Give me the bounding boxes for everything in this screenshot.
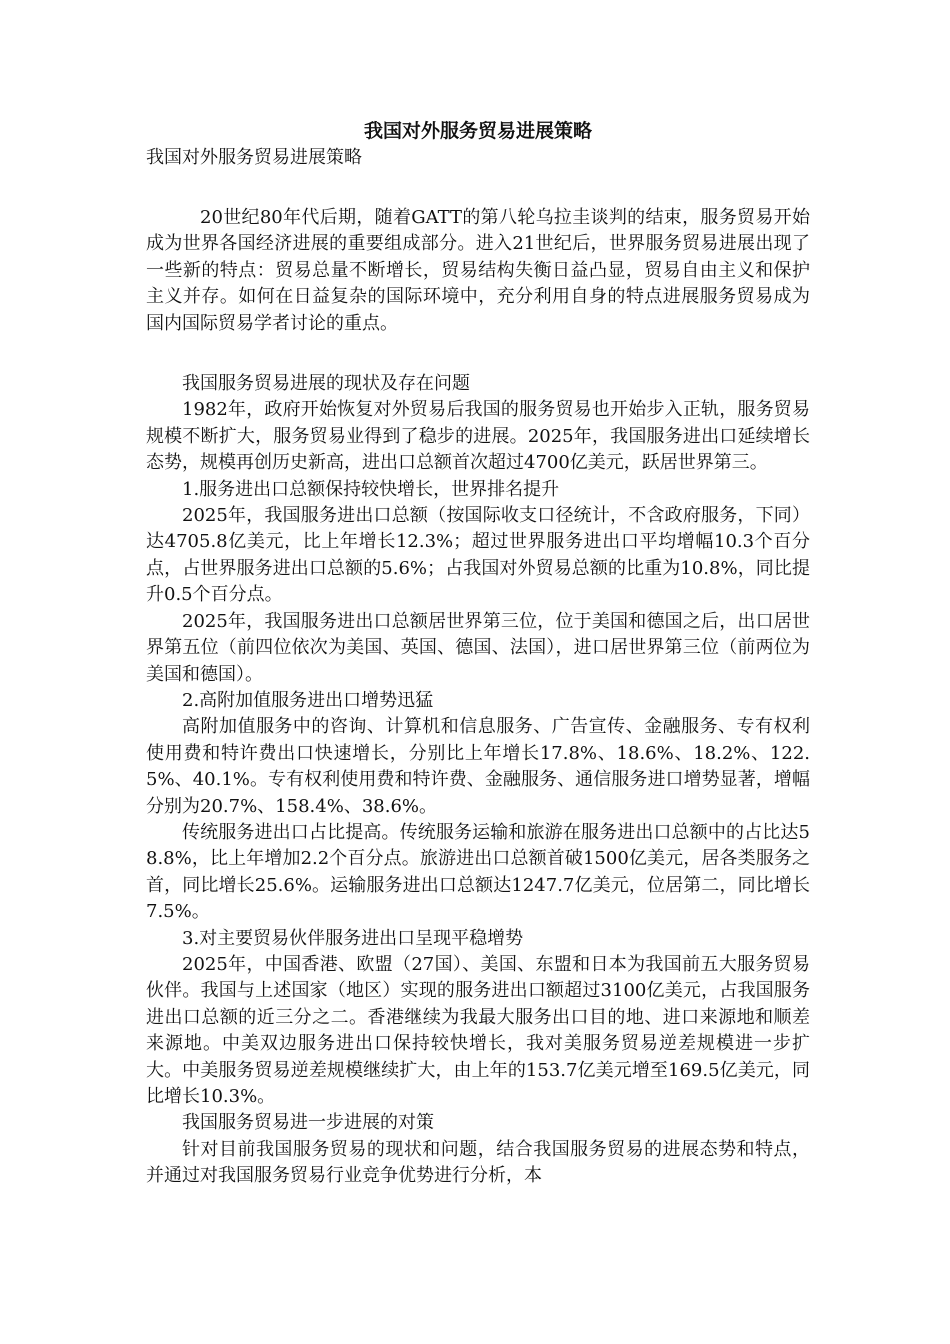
subsection-heading-2: 2.高附加值服务进出口增势迅猛 <box>182 689 434 711</box>
spacer <box>146 337 810 371</box>
paragraph-high-value-services: 高附加值服务中的咨询、计算机和信息服务、广告宣传、金融服务、专有权利使用费和特许费出口快速增长，分别比上年增长17.8%、18.6%、18.2%、122.5%、40.1%。专有权利使用费和特许费、金融服务、通信服务进口增势显著，增幅分别为20.7%、158.4%、38.6%。 <box>146 716 810 817</box>
document-page <box>146 118 810 1190</box>
paragraph-world-rank: 2025年，我国服务进出口总额居世界第三位，位于美国和德国之后，出口居世界第五位（前四位依次为美国、英国、德国、法国），进口居世界第三位（前两位为美国和德国）。 <box>146 610 810 685</box>
paragraph-traditional-services: 传统服务进出口占比提高。传统服务运输和旅游在服务进出口总额中的占比达58.8%，比上年增加2.2个百分点。旅游进出口总额首破1500亿美元，居各类服务之首，同比增长25.6%。运输服务进出口总额达1247.7亿美元，位居第二，同比增长7.5%。 <box>146 821 810 923</box>
document-title: 我国对外服务贸易进展策略 <box>363 120 592 142</box>
paragraph-countermeasures: 针对目前我国服务贸易的现状和问题，结合我国服务贸易的进展态势和特点，并通过对我国服务贸易行业竞争优势进行分析，本 <box>146 1138 810 1187</box>
paragraph-trade-partners: 2025年，中国香港、欧盟（27国）、美国、东盟和日本为我国前五大服务贸易伙伴。我国与上述国家（地区）实现的服务进出口额超过3100亿美元，占我国服务进出口总额的近三分之二。香港继续为我最大服务出口目的地、进口来源地和顺差来源地。中美双边服务进出口保持较快增长，我对美服务贸易逆差规模进一步扩大。中美服务贸易逆差规模继续扩大，由上年的153.7亿美元增至169.5亿美元，同比增长10.3%。 <box>146 953 810 1107</box>
section-heading-countermeasures: 我国服务贸易进一步进展的对策 <box>182 1112 434 1134</box>
intro-paragraph: 20世纪80年代后期，随着GATT的第八轮乌拉圭谈判的结束，服务贸易开始成为世界各国经济进展的重要组成部分。进入21世纪后，世界服务贸易进展出现了一些新的特点：贸易总量不断增长，贸易结构失衡日益凸显，贸易自由主义和保护主义并存。如何在日益复杂的国际环境中，充分利用自身的特点进展服务贸易成为国内国际贸易学者讨论的重点。 <box>146 207 810 334</box>
section-heading-status: 我国服务贸易进展的现状及存在问题 <box>182 373 470 395</box>
document-subtitle: 我国对外服务贸易进展策略 <box>146 147 362 168</box>
paragraph-total-growth: 2025年，我国服务进出口总额（按国际收支口径统计，不含政府服务，下同）达4705.8亿美元，比上年增长12.3%；超过世界服务进出口平均增幅10.3个百分点，占世界服务进出口总额的5.6%；占我国对外贸易总额的比重为10.8%，同比提升0.5个百分点。 <box>146 505 810 606</box>
spacer <box>146 171 810 205</box>
paragraph-history: 1982年，政府开始恢复对外贸易后我国的服务贸易也开始步入正轨，服务贸易规模不断扩大，服务贸易业得到了稳步的进展。2025年，我国服务进出口延续增长态势，规模再创历史新高，进出口总额首次超过4700亿美元，跃居世界第三。 <box>146 399 810 474</box>
subsection-heading-1: 1.服务进出口总额保持较快增长，世界排名提升 <box>182 478 560 500</box>
subsection-heading-3: 3.对主要贸易伙伴服务进出口呈现平稳增势 <box>182 927 524 949</box>
